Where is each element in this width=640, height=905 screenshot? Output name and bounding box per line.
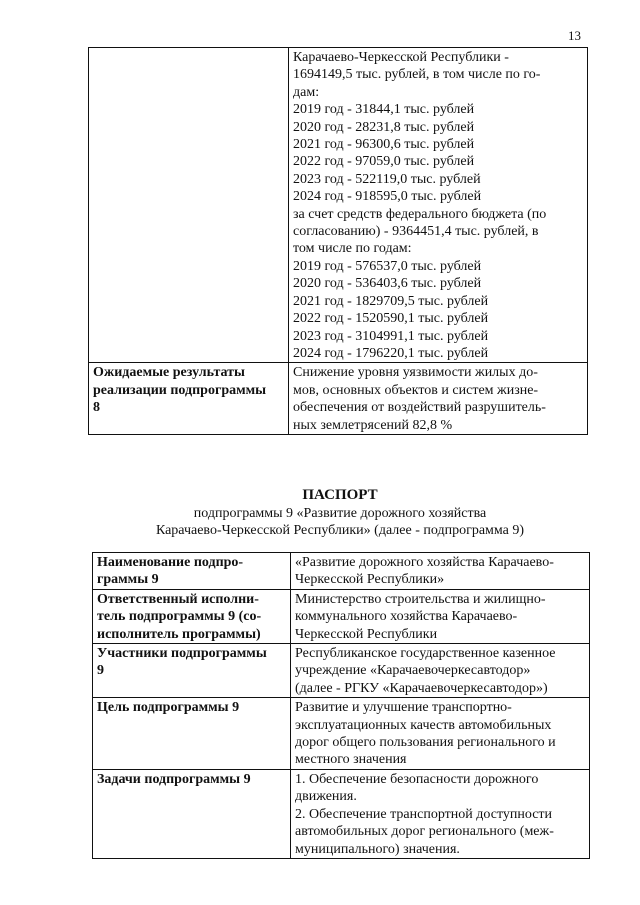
continuation-table bbox=[88, 47, 588, 435]
row-value-line: Министерство строительства и жилищно- bbox=[295, 591, 546, 607]
funding-line: 2022 год - 1520590,1 тыс. рублей bbox=[293, 311, 489, 327]
table-cell-empty bbox=[89, 48, 289, 363]
row-label-line: Ожидаемые результаты bbox=[93, 365, 245, 381]
row-value-line: Черкесской Республики» bbox=[295, 572, 445, 588]
passport-table bbox=[92, 552, 590, 859]
row-value-line: автомобильных дорог регионального (меж- bbox=[295, 824, 554, 840]
funding-line: 2023 год - 3104991,1 тыс. рублей bbox=[293, 328, 489, 344]
row-value-line: обеспечения от воздействий разрушитель- bbox=[293, 400, 546, 416]
passport-subtitle bbox=[0, 505, 640, 539]
funding-line: 2023 год - 522119,0 тыс. рублей bbox=[293, 171, 481, 187]
funding-details-cell bbox=[289, 48, 588, 363]
row-label bbox=[93, 589, 291, 643]
row-value-line: коммунального хозяйства Карачаево- bbox=[295, 609, 518, 625]
row-value bbox=[291, 698, 590, 770]
table-row bbox=[93, 589, 590, 643]
funding-line: Карачаево-Черкесской Республики - bbox=[293, 50, 509, 65]
row-value-line: 1. Обеспечение безопасности дорожного bbox=[295, 771, 539, 787]
funding-line: 2022 год - 97059,0 тыс. рублей bbox=[293, 154, 475, 170]
funding-line: 2021 год - 1829709,5 тыс. рублей bbox=[293, 293, 489, 309]
page-number: 13 bbox=[568, 28, 581, 43]
funding-line: 2020 год - 28231,8 тыс. рублей bbox=[293, 119, 475, 135]
table-row bbox=[93, 644, 590, 698]
expected-results-value bbox=[289, 363, 588, 435]
row-value-line: дорог общего пользования регионального и bbox=[295, 735, 556, 751]
row-value-line: движения. bbox=[295, 789, 357, 805]
row-label-line: реализации подпрограммы bbox=[93, 382, 267, 398]
row-label bbox=[93, 769, 291, 858]
table-row bbox=[93, 553, 590, 590]
funding-line: 2019 год - 31844,1 тыс. рублей bbox=[293, 102, 475, 118]
row-value bbox=[291, 644, 590, 698]
row-label-line: 8 bbox=[93, 400, 100, 416]
row-value-line: 2. Обеспечение транспортной доступности bbox=[295, 806, 553, 822]
funding-line: 2021 год - 96300,6 тыс. рублей bbox=[293, 137, 475, 153]
row-value-line: Черкесской Республики bbox=[295, 626, 438, 642]
row-label-line: Задачи подпрограммы 9 bbox=[97, 771, 251, 787]
passport-subtitle-line: подпрограммы 9 «Развитие дорожного хозяйства bbox=[193, 506, 487, 521]
row-label-line: исполнитель программы) bbox=[97, 626, 261, 642]
passport-title: ПАСПОРТ bbox=[302, 487, 378, 503]
row-value-line: местного значения bbox=[295, 752, 407, 768]
row-value bbox=[291, 553, 590, 590]
row-value-line: Развитие и улучшение транспортно- bbox=[295, 700, 512, 716]
table-row bbox=[89, 48, 588, 363]
row-label-line: тель подпрограммы 9 (со- bbox=[97, 609, 262, 625]
row-value-line: ных землетрясений 82,8 % bbox=[293, 417, 453, 433]
row-value-line: Республиканское государственное казенное bbox=[295, 646, 556, 662]
passport-subtitle-line: Карачаево-Черкесской Республики» (далее - подпрограмма 9) bbox=[155, 523, 525, 538]
table-row bbox=[93, 769, 590, 858]
table-row bbox=[89, 363, 588, 435]
funding-line: 2024 год - 1796220,1 тыс. рублей bbox=[293, 345, 489, 361]
row-label bbox=[93, 698, 291, 770]
row-value-line: «Развитие дорожного хозяйства Карачаево- bbox=[295, 555, 554, 570]
funding-line: дам: bbox=[293, 84, 320, 100]
expected-results-label bbox=[89, 363, 289, 435]
row-value bbox=[291, 769, 590, 858]
row-label-line: Участники подпрограммы bbox=[97, 646, 267, 662]
table-row bbox=[93, 698, 590, 770]
funding-line: 2024 год - 918595,0 тыс. рублей bbox=[293, 189, 482, 205]
row-label-line: 9 bbox=[97, 663, 104, 679]
funding-line: 1694149,5 тыс. рублей, в том числе по го- bbox=[293, 67, 541, 83]
row-value-line: (далее - РГКУ «Карачаевочеркесавтодор») bbox=[295, 680, 548, 696]
row-value-line: учреждение «Карачаевочеркесавтодор» bbox=[295, 663, 531, 679]
row-label-line: Наименование подпро- bbox=[97, 555, 244, 570]
row-label-line: Ответственный исполни- bbox=[97, 591, 259, 607]
row-value-line: муниципального) значения. bbox=[295, 841, 460, 857]
row-value-line: мов, основных объектов и систем жизне- bbox=[293, 382, 539, 398]
row-value-line: Снижение уровня уязвимости жилых до- bbox=[293, 365, 538, 381]
row-label bbox=[93, 644, 291, 698]
row-label bbox=[93, 553, 291, 590]
row-value bbox=[291, 589, 590, 643]
funding-line: согласованию) - 9364451,4 тыс. рублей, в bbox=[293, 224, 539, 240]
row-label-line: граммы 9 bbox=[97, 572, 159, 588]
row-value-line: эксплуатационных качеств автомобильных bbox=[295, 717, 552, 733]
funding-line: том числе по годам: bbox=[293, 241, 412, 257]
funding-line: 2020 год - 536403,6 тыс. рублей bbox=[293, 276, 482, 292]
funding-line: 2019 год - 576537,0 тыс. рублей bbox=[293, 258, 482, 274]
funding-line: за счет средств федерального бюджета (по bbox=[293, 206, 547, 222]
row-label-line: Цель подпрограммы 9 bbox=[97, 700, 240, 716]
